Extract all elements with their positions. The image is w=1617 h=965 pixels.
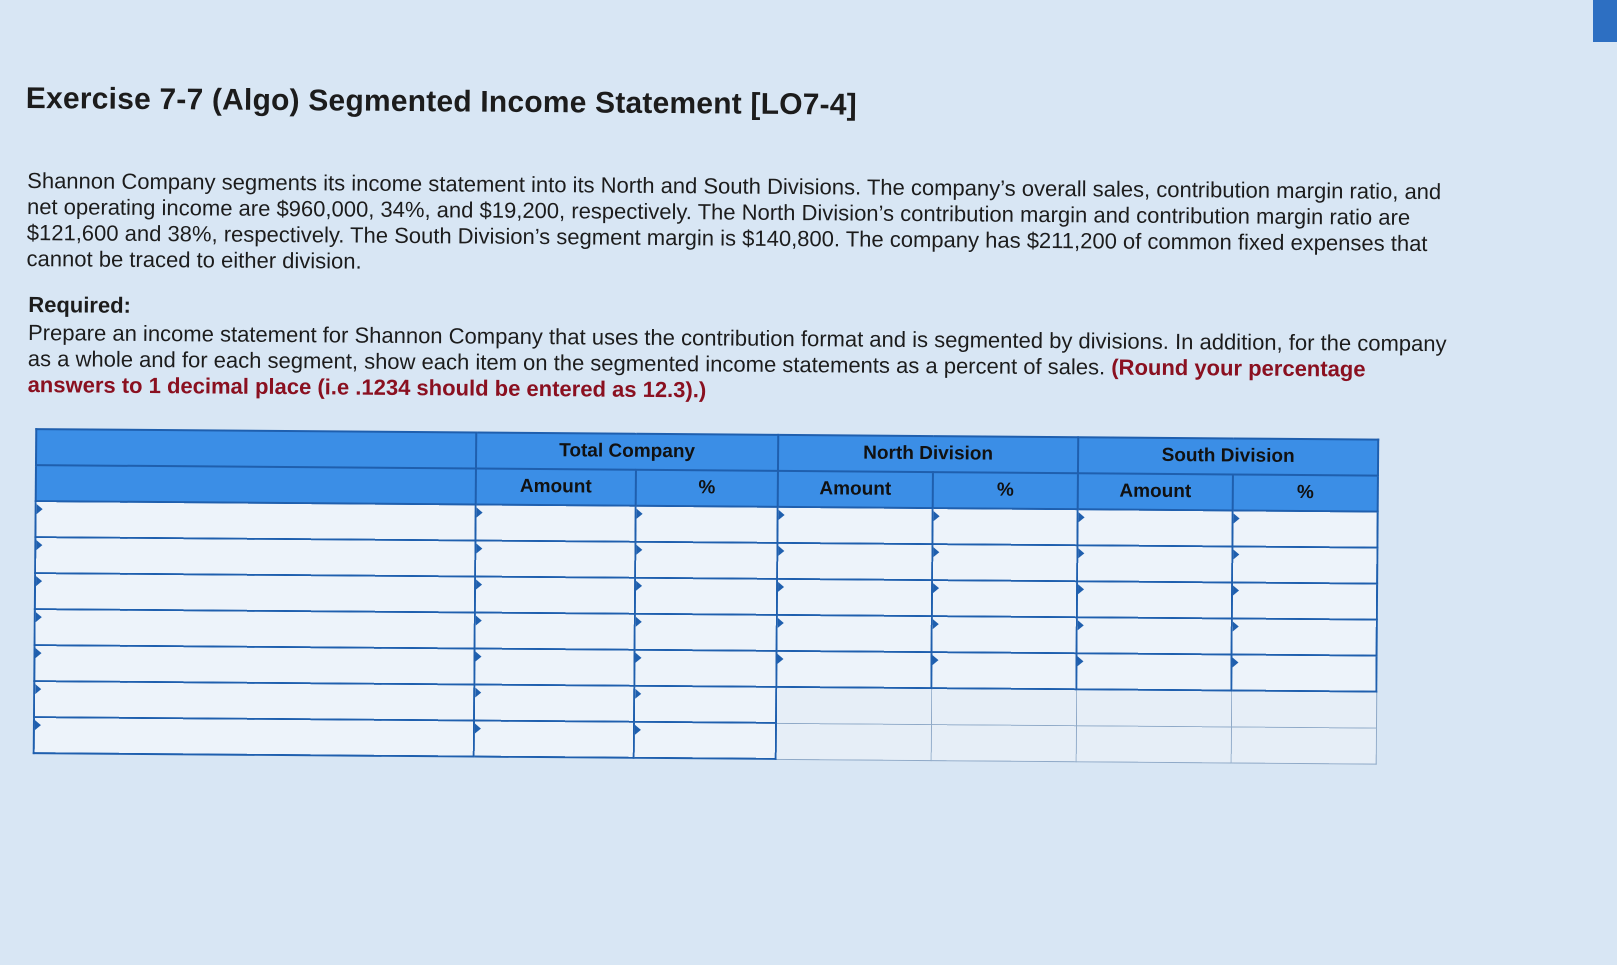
north-percent-empty-cell	[931, 688, 1076, 725]
total-percent-input[interactable]	[636, 543, 776, 578]
north-amount-cell	[777, 507, 932, 544]
south-percent-input[interactable]	[1233, 619, 1376, 654]
total-percent-cell	[634, 686, 776, 723]
north-percent-cell	[931, 652, 1076, 689]
label-input[interactable]	[36, 502, 474, 539]
total-amount-input[interactable]	[476, 614, 634, 649]
north-amount-input[interactable]	[778, 508, 931, 543]
corner-tab[interactable]	[1593, 0, 1617, 42]
south-percent-header: %	[1233, 474, 1378, 511]
total-amount-cell	[474, 685, 634, 722]
exercise-content	[21, 82, 1526, 766]
total-amount-input[interactable]	[475, 650, 633, 685]
south-amount-cell	[1076, 653, 1231, 690]
south-amount-cell	[1077, 509, 1232, 546]
south-percent-input[interactable]	[1232, 655, 1375, 690]
total-amount-cell	[474, 721, 634, 758]
south-percent-cell	[1232, 510, 1377, 547]
required-instructions: Prepare an income statement for Shannon Company that uses the contribution format and is segmented by divisions. In addition, for the company as a whole and for each segment, show each item on the segmented income statements as a percent of sales.	[27, 320, 1447, 380]
north-amount-cell	[776, 651, 931, 688]
south-amount-input[interactable]	[1078, 546, 1231, 581]
total-percent-input[interactable]	[635, 723, 775, 758]
exercise-title: Exercise 7-7 (Algo) Segmented Income Statement [LO7-4]	[25, 82, 857, 122]
south-amount-empty-cell	[1076, 725, 1231, 762]
north-percent-cell	[932, 580, 1077, 617]
label-input[interactable]	[35, 682, 473, 719]
north-percent-input[interactable]	[933, 509, 1076, 544]
label-cell	[35, 501, 475, 540]
north-amount-cell	[777, 543, 932, 580]
total-percent-cell	[634, 650, 776, 687]
total-amount-input[interactable]	[476, 578, 634, 613]
total-percent-cell	[635, 578, 777, 615]
north-percent-header: %	[933, 472, 1078, 509]
south-amount-cell	[1077, 617, 1232, 654]
south-percent-cell	[1232, 582, 1377, 619]
label-input[interactable]	[36, 610, 474, 647]
total-percent-cell	[635, 542, 777, 579]
required-text	[28, 320, 1449, 409]
south-percent-input[interactable]	[1233, 583, 1376, 618]
segmented-income-statement-table	[33, 428, 1380, 765]
problem-text: Shannon Company segments its income statement into its North and South Divisions. The company’s overall sales, contribution margin ratio, and net operating income are $960,000, 34%, and $19,200, respectively. The North Division’s contribution margin and contribution margin ratio are $121,600 and 38%, respectively. The South Division’s segment margin is $140,800. The company has $211,200 of common fixed expenses that cannot be traced to either division.	[26, 168, 1442, 274]
total-amount-header: Amount	[476, 469, 636, 506]
total-amount-cell	[475, 541, 635, 578]
south-amount-header: Amount	[1078, 473, 1233, 510]
label-cell	[35, 537, 475, 576]
label-cell	[35, 573, 475, 612]
label-input[interactable]	[35, 646, 473, 683]
north-amount-cell	[777, 615, 932, 652]
total-amount-cell	[475, 505, 635, 542]
label-cell	[34, 681, 474, 720]
south-percent-empty-cell	[1231, 690, 1376, 727]
total-amount-cell	[475, 577, 635, 614]
south-percent-input[interactable]	[1233, 547, 1376, 582]
total-amount-cell	[474, 649, 634, 686]
label-subheader-blank	[36, 465, 476, 504]
south-amount-input[interactable]	[1078, 582, 1231, 617]
label-cell	[35, 609, 475, 648]
north-division-header: North Division	[778, 435, 1078, 473]
label-cell	[34, 717, 474, 756]
total-percent-header: %	[636, 470, 778, 507]
north-percent-input[interactable]	[933, 545, 1076, 580]
south-percent-input[interactable]	[1233, 511, 1376, 546]
south-amount-cell	[1077, 545, 1232, 582]
statement-body	[34, 501, 1378, 764]
north-amount-input[interactable]	[777, 652, 930, 687]
total-percent-cell	[635, 614, 777, 651]
north-amount-header: Amount	[778, 471, 933, 508]
north-percent-input[interactable]	[932, 653, 1075, 688]
total-company-header: Total Company	[476, 433, 778, 471]
south-division-header: South Division	[1078, 437, 1378, 475]
south-amount-input[interactable]	[1077, 654, 1230, 689]
total-amount-cell	[475, 613, 635, 650]
south-percent-cell	[1232, 546, 1377, 583]
south-percent-empty-cell	[1231, 726, 1376, 763]
total-percent-cell	[634, 722, 776, 759]
total-percent-input[interactable]	[636, 615, 776, 650]
north-amount-input[interactable]	[778, 580, 931, 615]
north-percent-cell	[932, 544, 1077, 581]
total-percent-input[interactable]	[636, 579, 776, 614]
required-label: Required:	[28, 292, 132, 318]
round-note: (Round your percentage answers to 1 decimal place (i.e .1234 should be entered as 12.3).)	[27, 354, 1366, 403]
south-amount-input[interactable]	[1078, 618, 1231, 653]
total-amount-input[interactable]	[476, 542, 634, 577]
total-percent-input[interactable]	[635, 651, 775, 686]
south-amount-input[interactable]	[1078, 510, 1231, 545]
total-amount-input[interactable]	[476, 506, 634, 541]
north-amount-input[interactable]	[778, 616, 931, 651]
north-amount-empty-cell	[776, 723, 931, 760]
north-percent-empty-cell	[931, 724, 1076, 761]
total-percent-input[interactable]	[636, 507, 776, 542]
total-percent-input[interactable]	[635, 687, 775, 722]
north-percent-cell	[932, 508, 1077, 545]
label-header-blank	[36, 429, 476, 468]
label-input[interactable]	[36, 574, 474, 611]
south-amount-empty-cell	[1076, 689, 1231, 726]
south-percent-cell	[1231, 654, 1376, 691]
north-amount-empty-cell	[776, 687, 931, 724]
south-percent-cell	[1232, 618, 1377, 655]
north-percent-cell	[932, 616, 1077, 653]
north-percent-input[interactable]	[933, 617, 1076, 652]
label-input[interactable]	[35, 718, 473, 755]
total-percent-cell	[635, 506, 777, 543]
label-input[interactable]	[36, 538, 474, 575]
north-amount-input[interactable]	[778, 544, 931, 579]
label-cell	[34, 645, 474, 684]
north-percent-input[interactable]	[933, 581, 1076, 616]
north-amount-cell	[777, 579, 932, 616]
south-amount-cell	[1077, 581, 1232, 618]
income-statement-table-wrap	[33, 428, 1524, 766]
total-amount-input[interactable]	[475, 722, 633, 757]
total-amount-input[interactable]	[475, 686, 633, 721]
